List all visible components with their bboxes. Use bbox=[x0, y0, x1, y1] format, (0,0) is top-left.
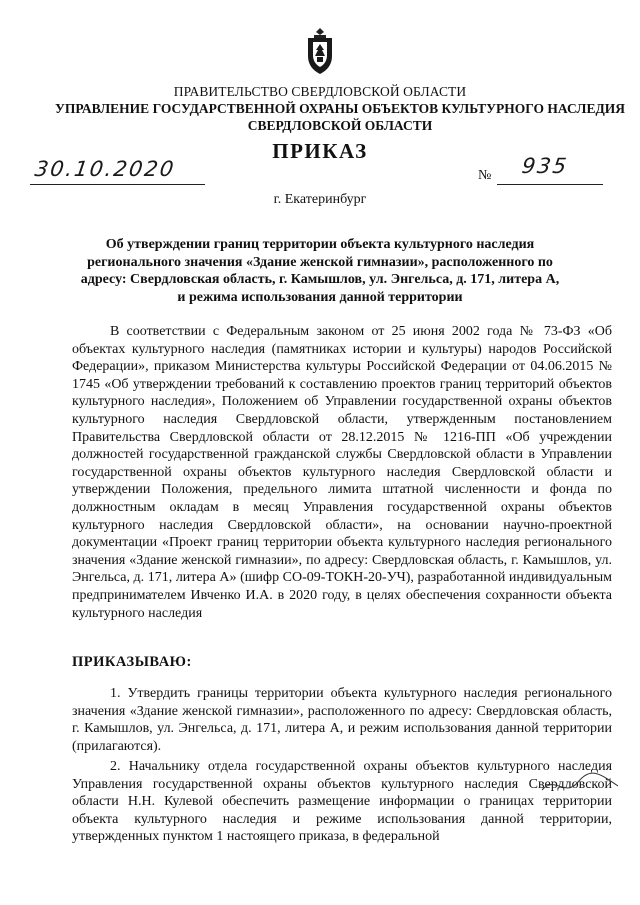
handwritten-mark-icon bbox=[540, 770, 620, 800]
order-subject: Об утверждении границ территории объекта культурного наследия регионального значения «Здание женской гимназии», расположенного по адресу: Свердловская область, г. Камышлов, ул. Энгельса, д. 171, литера А, и режима использования данной территории bbox=[80, 237, 560, 305]
government-name: ПРАВИТЕЛЬСТВО СВЕРДЛОВСКОЙ ОБЛАСТИ bbox=[173, 84, 467, 99]
item-number: 2. bbox=[110, 759, 121, 774]
city: г. Екатеринбург bbox=[273, 192, 367, 207]
department-line-1: УПРАВЛЕНИЕ ГОСУДАРСТВЕННОЙ ОХРАНЫ ОБЪЕКТОВ КУЛЬТУРНОГО НАСЛЕДИЯ bbox=[54, 101, 626, 116]
department-name bbox=[50, 100, 630, 134]
item-text: Начальнику отдела государственной охраны объектов культурного наследия Управления государственной охраны объектов культурного наследия Свердловской области Н.Н. Кулевой обеспечить размещение информации о границах территории объекта культурного наследия и режиме использования данной территории, утвержденных пунктом 1 настоящего приказа, в федеральной bbox=[72, 759, 613, 845]
order-title: ПРИКАЗ bbox=[272, 139, 368, 163]
orders-heading: ПРИКАЗЫВАЮ: bbox=[72, 654, 192, 670]
order-number: 935 bbox=[520, 154, 570, 178]
number-label: № bbox=[478, 168, 492, 183]
item-number: 1. bbox=[110, 686, 121, 701]
item-text: Утвердить границы территории объекта культурного наследия регионального значения «Здание женской гимназии», расположенного по адресу: Свердловская область, г. Камышлов, ул. Энгельса, д. 171, литера А, и режим использования данной территории (прилагаются). bbox=[72, 686, 613, 754]
order-item-2 bbox=[72, 758, 612, 846]
coat-of-arms-icon bbox=[300, 26, 340, 76]
preamble-paragraph: В соответствии с Федеральным законом от 25 июня 2002 года № 73-ФЗ «Об объектах культурного наследия (памятниках истории и культуры) народов Российской Федерации», приказом Министерства культуры Российской Федерации от 04.06.2015 № 1745 «Об утверждении требований к составлению проектов границ территорий объектов культурного наследия», Положением об Управлении государственной охраны объектов культурного наследия Свердловской области, утвержденным постановлением Правительства Свердловской области от 28.12.2015 № 1216-ПП «Об учреждении должностей государственной гражданской службы Свердловской области в Управлении государственной охраны объектов культурного наследия Свердловской области и утверждении Положения, предельного лимита штатной численности и фонда по должностным окладам в месяц Управления государственной охраны объектов культурного наследия Свердловской области», на основании научно-проектной документации «Проект границ территории объекта культурного наследия регионального значения «Здание женской гимназии», по адресу: Свердловская область, г. Камышлов, ул. Энгельса, д. 171, литера А» (шифр СО-09-ТОКН-20-УЧ), разработанной индивидуальным предпринимателем Ивченко И.А. в 2020 году, в целях обеспечения сохранности объекта культурного наследия bbox=[72, 324, 612, 621]
order-item-1 bbox=[72, 685, 612, 755]
order-date: 30.10.2020 bbox=[33, 157, 177, 181]
department-line-2: СВЕРДЛОВСКОЙ ОБЛАСТИ bbox=[247, 118, 433, 133]
